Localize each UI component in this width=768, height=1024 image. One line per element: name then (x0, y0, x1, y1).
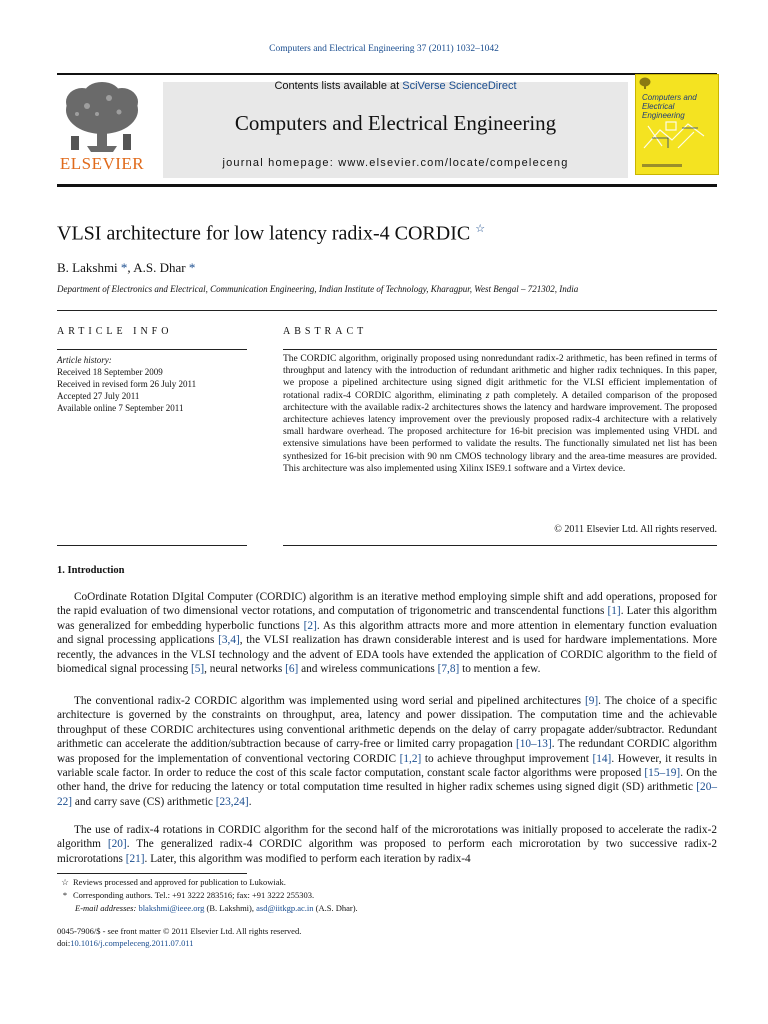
p1-text: CoOrdinate Rotation DIgital Computer (CORDIC) algorithm is an iterative method employing simple shift and add operations, proposed for the rapid evaluation of two dimensional vector rotations, and computation of trigonometric and transcendental functions (57, 591, 717, 618)
p1-text: to mention a few. (459, 663, 541, 676)
ref-link[interactable]: [20–22] (57, 781, 717, 808)
cover-fineprint (642, 164, 682, 167)
abstract-bottom-rule (283, 545, 717, 546)
ref-link[interactable]: [14] (592, 752, 612, 765)
doi-label: doi: (57, 937, 71, 948)
intro-paragraph-3 (57, 823, 717, 866)
author-dhar: A.S. Dhar (133, 260, 186, 275)
author-separator: , (127, 260, 134, 275)
introduction-heading: 1. Introduction (57, 565, 125, 576)
p3-text: The use of radix-4 rotations in CORDIC algorithm for the second half of the microrotations was initially proposed to accelerate the radix-2 algorithm (57, 824, 717, 851)
ref-link[interactable]: [6] (285, 663, 299, 676)
footnote-corr-text: Corresponding authors. Tel.: +91 3222 283516; fax: +91 3222 255303. (73, 890, 315, 900)
cover-circuit-graphic-icon (642, 118, 712, 154)
article-info-rule (57, 349, 247, 350)
abstract-part-b: path completely. A detailed comparison of the proposed architecture with the available radix-2 architectures shows the latency and hardware improvement. The proposed architecture achieves latency improvement over the previously proposed radix-4 architecture with a relatively small hardware overhead. The proposed architecture for 16-bit precision was implemented using VHDL and extensive simulations have been performed to validate the results. The functionally simulated net list has been synthesized for 16-bit precision with 90 nm CMOS technology library and the area-time measures are provided. This architecture was also implemented using Xilinx ISE9.1 software and a Virtex device. (283, 390, 717, 474)
abstract-copyright: © 2011 Elsevier Ltd. All rights reserved. (554, 524, 717, 535)
cover-elsevier-tree-icon (639, 77, 651, 90)
p3-text: . Later, this algorithm was modified to perform each iteration by radix-4 (144, 852, 471, 865)
history-received: Received 18 September 2009 (57, 367, 163, 377)
footnote-star (57, 876, 286, 889)
p2-text: . The redundant CORDIC algorithm was proposed for the implementation of conventional vectoring CORDIC (57, 738, 717, 765)
author-list (57, 260, 195, 276)
ref-link[interactable]: [7,8] (437, 663, 460, 676)
journal-citation[interactable]: Computers and Electrical Engineering 37 (2011) 1032–1042 (269, 44, 499, 54)
header-top-rule (57, 73, 717, 75)
ref-link[interactable]: [15–19] (644, 767, 681, 780)
article-title-text: VLSI architecture for low latency radix-4 CORDIC (57, 222, 471, 245)
p2-text: . However, it results in variable scale factor. In order to reduce the cost of this scale factor computation, constant scale factor algorithms were proposed (57, 752, 717, 780)
ref-link[interactable]: [2] (303, 619, 317, 632)
sciencedirect-link[interactable]: SciVerse ScienceDirect (402, 80, 517, 92)
ref-link[interactable]: [5] (190, 663, 205, 676)
p2-text: to achieve throughput improvement (421, 752, 593, 765)
p2-text: . (248, 795, 252, 808)
author-dhar-corr-mark[interactable]: * (188, 260, 196, 275)
p1-text: . Later this algorithm was generalized for embedding hyperbolic functions (57, 605, 717, 632)
contents-line (163, 80, 628, 92)
article-title (57, 222, 485, 246)
article-info-bottom-rule (57, 545, 247, 546)
history-online: Available online 7 September 2011 (57, 403, 184, 413)
email-dhar-link[interactable]: asd@iitkgp.ac.in (256, 903, 314, 913)
footnote-corr-mark: * (62, 890, 68, 900)
p3-text: . The generalized radix-4 CORDIC algorithm was proposed to perform each microrotation by two successive radix-2 microrotations (57, 838, 717, 865)
p1-text: , neural networks (204, 663, 286, 676)
journal-homepage[interactable]: journal homepage: www.elsevier.com/locate/compeleceng (222, 157, 569, 169)
p2-text: . On the other hand, the drive for reducing the latency or total computation time resulted in higher radix schemes using signed digit (SD) arithmetic (57, 767, 717, 794)
author-affiliation: Department of Electronics and Electrical, Communication Engineering, Indian Institute of Technology, Kharagpur, West Bengal – 721302, India (57, 284, 579, 294)
p1-text: . As this algorithm attracts more and more attention in elementary function evaluation and signal processing applications (57, 619, 717, 647)
footnote-rule (57, 873, 247, 874)
ref-link[interactable]: [3,4] (218, 634, 240, 647)
doi-link[interactable]: 10.1016/j.compeleceng.2011.07.011 (70, 937, 194, 948)
p2-text: . The choice of a specific architecture is governed by the constraints on throughput, area, latency and power dissipation. The computation time and the achievable throughput of these CORDIC architectures using conventional arithmetic depends on the delay of carry propagate adder/subtractor. Redundant arithmetic can accelerate the addition/subtraction because of carry-free or limited carry propagation (57, 695, 717, 751)
ref-link[interactable]: [21] (125, 852, 145, 865)
email-label: E-mail addresses: (75, 903, 137, 913)
email-dhar-name: (A.S. Dhar). (313, 903, 358, 913)
email-lakshmi-name: (B. Lakshmi), (204, 903, 257, 913)
author-lakshmi-corr-mark[interactable]: * (120, 260, 128, 275)
ref-link[interactable]: [9] (584, 695, 599, 707)
intro-paragraph-1 (57, 590, 717, 676)
intro-paragraph-2 (57, 694, 717, 809)
abstract-part-a: The CORDIC algorithm, originally proposed using nonredundant radix-2 arithmetic, has been refined in terms of throughput and latency with the introduction of redundant arithmetic and higher radix techniques. In this paper, we propose a pipelined architecture using signed digit arithmetic for the VLSI efficient implementation of rotational radix-4 CORDIC algorithm, eliminating (283, 354, 717, 401)
p1-text: and wireless communications (298, 663, 438, 676)
publisher-wordmark: ELSEVIER (59, 154, 145, 173)
front-matter (57, 926, 301, 949)
ref-link[interactable]: [1] (607, 605, 621, 618)
p2-text: The conventional radix-2 CORDIC algorithm was implemented using word serial and pipelined architectures (74, 695, 585, 707)
abstract-z-variable: z (485, 390, 490, 401)
footnote-star-icon: ☆ (61, 877, 69, 887)
history-revised: Received in revised form 26 July 2011 (57, 379, 197, 389)
abstract-text (283, 353, 717, 475)
footnote-corresponding (57, 889, 314, 902)
history-accepted: Accepted 27 July 2011 (57, 391, 140, 401)
footnote-emails (75, 902, 358, 915)
history-label: Article history: (57, 355, 112, 365)
header-bottom-rule (57, 184, 717, 187)
doi-line (57, 938, 301, 950)
journal-title: Computers and Electrical Engineering (234, 111, 557, 135)
title-footnote-star-icon[interactable]: ☆ (475, 223, 486, 235)
article-history (57, 354, 247, 414)
email-lakshmi-link[interactable]: blakshmi@ieee.org (138, 903, 205, 913)
article-info-heading: ARTICLE INFO (57, 326, 173, 337)
issn-line: 0045-7906/$ - see front matter © 2011 Elsevier Ltd. All rights reserved. (57, 926, 302, 936)
abstract-heading: ABSTRACT (283, 326, 368, 337)
footnote-star-text: Reviews processed and approved for publication to Lukowiak. (73, 877, 286, 887)
contents-prefix: Contents lists available at (274, 80, 403, 92)
ref-link[interactable]: [1,2] (399, 752, 422, 765)
p2-text: and carry save (CS) arithmetic (72, 795, 216, 808)
ref-link[interactable]: [23,24] (215, 795, 249, 808)
ref-link[interactable]: [10–13] (515, 738, 552, 751)
cover-title: Computers and Electrical Engineering (642, 93, 697, 120)
affiliation-rule (57, 310, 717, 311)
abstract-rule (283, 349, 717, 350)
p1-text: , the VLSI realization has drawn considerable interest and is used for hardware implementations. More recently, the advances in the VLSI technology and the advent of EDA tools have extended the application of CORDIC algorithm to the field of biomedical signal processing (57, 634, 718, 676)
author-lakshmi: B. Lakshmi (57, 260, 118, 275)
ref-link[interactable]: [20] (107, 838, 127, 851)
